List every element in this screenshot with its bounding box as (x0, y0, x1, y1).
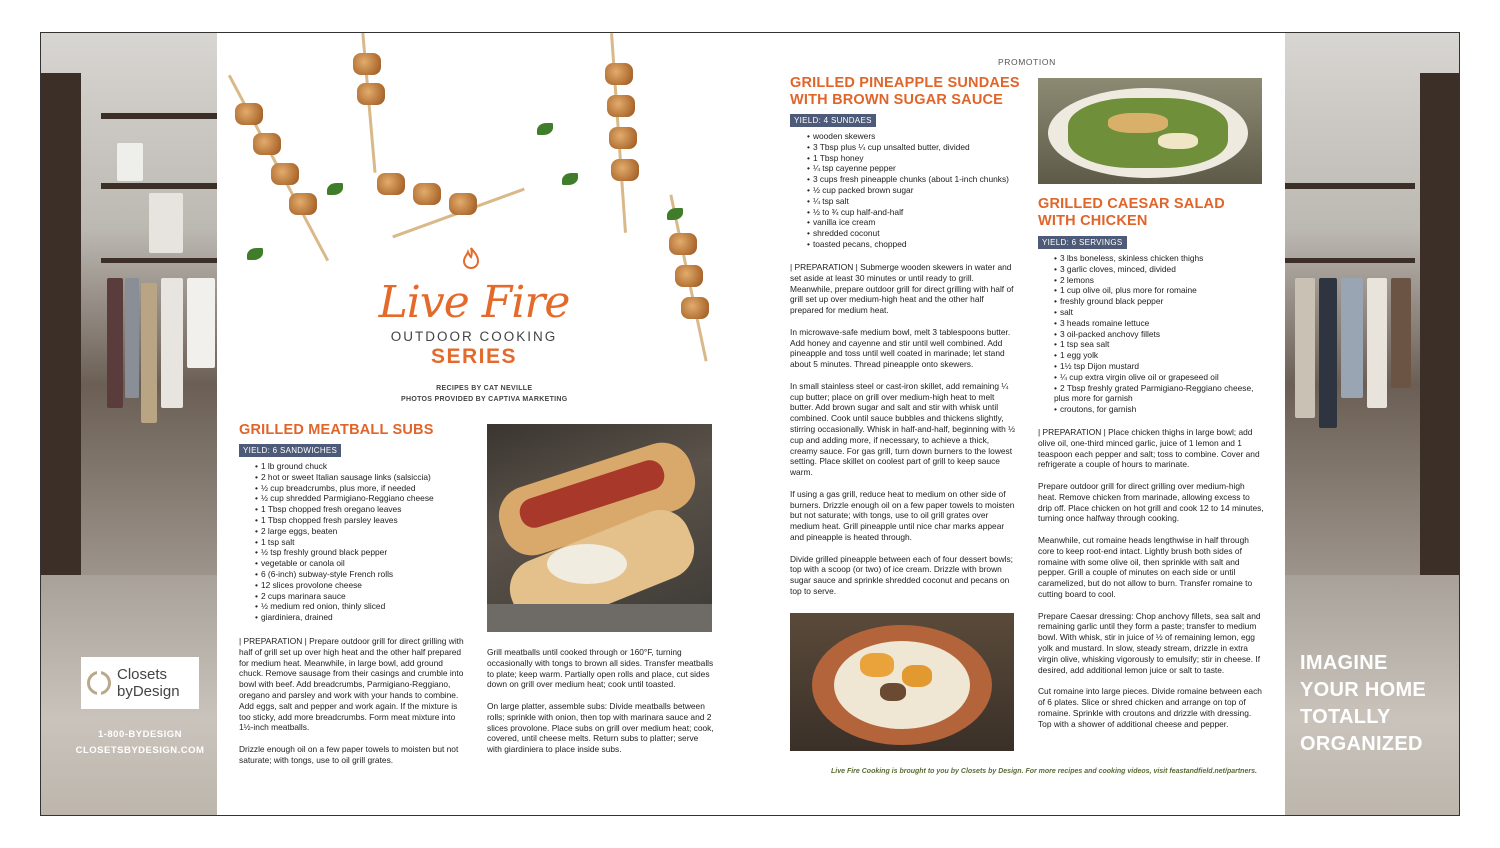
closet-shelf (101, 183, 217, 189)
ingredient-item: • wooden skewers (807, 131, 1047, 142)
ingredient-item: • 3 cups fresh pineapple chunks (about 1-inch chunks) (807, 174, 1047, 185)
preparation-paragraph: | PREPARATION | Place chicken thighs in large bowl; add olive oil, one-third minced garlic, juice of 1 lemon and 1 teaspoon each pepper and salt; toss to combine. Cover and refrigerate a couple of hours to marinate. (1038, 427, 1260, 470)
closet-shelf (101, 113, 217, 119)
hanging-clothes (125, 278, 139, 398)
closet-cabinet (1420, 73, 1460, 653)
ingredient-item: • 1 Tbsp honey (807, 153, 1047, 164)
ingredient-item: • 3 oil-packed anchovy fillets (1054, 329, 1264, 340)
hanging-clothes (1367, 278, 1387, 408)
pineapple-sundae-photo (790, 613, 1014, 751)
caesar-salad-photo (1038, 78, 1262, 184)
yield-badge: YIELD: 4 SUNDAES (790, 114, 876, 127)
parsley-leaf (327, 183, 343, 195)
promotion-label: PROMOTION (998, 57, 1056, 67)
ingredient-item: • vegetable or canola oil (255, 558, 491, 569)
ingredient-item: • ½ to ¾ cup half-and-half (807, 207, 1047, 218)
ingredient-item: • 1 Tbsp chopped fresh parsley leaves (255, 515, 491, 526)
recipe-title-line1: GRILLED CAESAR SALAD (1038, 196, 1225, 212)
ingredient-item: • 1 tsp sea salt (1054, 339, 1264, 350)
preparation-text-continued (487, 647, 715, 766)
closet-shelf (1285, 183, 1415, 189)
preparation-text (239, 636, 467, 776)
ingredient-item: • 3 Tbsp plus ¼ cup unsalted butter, divided (807, 142, 1047, 153)
storage-box (117, 143, 143, 181)
preparation-paragraph: Prepare outdoor grill for direct grilling over medium-high heat. Remove chicken from marinade, allowing excess to drip off. Place chicken on hot grill and cook 12 to 14 minutes, turning once halfway through cooking. (1038, 480, 1264, 524)
yield-badge: YIELD: 6 SANDWICHES (239, 444, 341, 457)
logo-line1: Closets (117, 666, 168, 683)
ingredient-item: • 6 (6-inch) subway-style French rolls (255, 569, 491, 580)
preparation-paragraph: Prepare Caesar dressing: Chop anchovy fillets, sea salt and remaining garlic until they form a paste; transfer to medium bowl. With whisk, stir in juice of ½ of remaining lemon, egg yolk and mustard. In slow, steady stream, drizzle in extra virgin olive, whisking vigorously to emulsify; stir in cheese. If desired, add additional lemon juice or salt to taste. (1038, 610, 1261, 675)
ingredient-item: • 1 tsp salt (255, 537, 491, 548)
series-logo-subtitle: OUTDOOR COOKING (390, 329, 558, 344)
footer-credit: Live Fire Cooking is brought to you by Closets by Design. For more recipes and cooking videos, visit feastandfield.net/partners. (831, 768, 1257, 775)
ingredient-item: • 1 egg yolk (1054, 350, 1264, 361)
magazine-spread (40, 32, 1460, 816)
hanging-clothes (161, 278, 183, 408)
ingredient-item: • croutons, for garnish (1054, 404, 1264, 415)
ingredient-item: • ½ tsp freshly ground black pepper (255, 547, 491, 558)
storage-box (149, 193, 183, 253)
preparation-paragraph: Drizzle enough oil on a few paper towels to moisten but not saturate; with tongs, use to oil grill grates. (239, 743, 459, 765)
ingredient-item: • ¼ tsp cayenne pepper (807, 163, 1047, 174)
ingredient-list (807, 131, 1047, 250)
ingredient-item: • 3 heads romaine lettuce (1054, 318, 1264, 329)
recipe-title-line1: GRILLED PINEAPPLE SUNDAES (790, 75, 1020, 91)
ingredient-item: • 2 cups marinara sauce (255, 591, 491, 602)
recipes-credit: RECIPES BY CAT NEVILLE (436, 385, 533, 392)
ingredient-item: • ½ medium red onion, thinly sliced (255, 601, 491, 612)
closet-cabinet (41, 73, 81, 653)
preparation-paragraph: Cut romaine into large pieces. Divide romaine between each of 6 plates. Slice or shred chicken and arrange on top of romaine. Sprinkle with croutons and drizzle with dressing. Top with a shower of additional cheese and pepper. (1038, 686, 1262, 729)
ingredient-list (255, 461, 491, 623)
closet-shelf (1285, 258, 1415, 263)
hanging-clothes (1295, 278, 1315, 418)
hanging-clothes (187, 278, 215, 368)
ingredient-item: • 3 lbs boneless, skinless chicken thighs (1054, 253, 1264, 264)
ingredient-item: • ½ cup packed brown sugar (807, 185, 1047, 196)
hanging-clothes (1391, 278, 1411, 388)
recipe-title (790, 75, 1020, 109)
tagline-line: ORGANIZED (1300, 733, 1423, 755)
ingredient-item: • 12 slices provolone cheese (255, 580, 491, 591)
ingredient-item: • ½ cup shredded Parmigiano-Reggiano cheese (255, 493, 491, 504)
preparation-paragraph: Divide grilled pineapple between each of four dessert bowls; top with a scoop (or two) of ice cream. Drizzle with brown sugar sauce and sprinkle shredded coconut and pecans on top to serve. (790, 553, 1014, 596)
preparation-paragraph: In small stainless steel or cast-iron skillet, add remaining ¼ cup butter; place on grill over medium-high heat to melt butter. Add brown sugar and salt and stir with whisk until combined. Cook until sauce bubbles and thickens slightly, stirring occasionally. Whisk in half-and-half, beginning with ½ cup and adding more, if necessary, to achieve a thick, creamy sauce. For gas grill, turn down burners to the lowest setting. Place skillet on coolest part of grill to keep sauce warm. (790, 380, 1016, 478)
tagline-line: YOUR HOME (1300, 679, 1427, 701)
page-right (751, 33, 1285, 815)
yield-badge: YIELD: 6 SERVINGS (1038, 236, 1127, 249)
meatball-sub-photo (487, 424, 712, 632)
parsley-leaf (247, 248, 263, 260)
page-left (217, 33, 751, 815)
series-logo-word: SERIES (430, 345, 518, 368)
recipe-title-line2: WITH CHICKEN (1038, 213, 1148, 229)
ingredient-item: • 1 Tbsp chopped fresh oregano leaves (255, 504, 491, 515)
ad-tagline (1300, 650, 1426, 758)
ingredient-list (1054, 253, 1264, 415)
series-logo-title: Live Fire (378, 277, 570, 328)
closet-shelf (101, 258, 217, 263)
ingredient-item: • 1 lb ground chuck (255, 461, 491, 472)
ingredient-item: • ¼ tsp salt (807, 196, 1047, 207)
credits (401, 383, 568, 405)
flame-icon (462, 247, 480, 269)
preparation-paragraph: On large platter, assemble subs: Divide meatballs between rolls; sprinkle with onion, then top with marinara sauce and 2 slices provolone. Place subs on grill over medium heat; cook, covered, until cheese melts. Return subs to platter; serve with giardiniera to place inside subs. (487, 700, 714, 755)
recipe-title (1038, 196, 1225, 230)
parsley-leaf (667, 208, 683, 220)
tagline-line: IMAGINE (1300, 652, 1388, 674)
ingredient-item: • salt (1054, 307, 1264, 318)
hanging-clothes (141, 283, 157, 423)
preparation-paragraph: Grill meatballs until cooked through or 160°F, turning occasionally with tongs to brown all sides. Transfer meatballs to plate; keep warm. Partially open rolls and place, cut sides down on grill over medium heat; cook until toasted. (487, 647, 714, 690)
ingredient-item: • 2 Tbsp freshly grated Parmigiano-Reggiano cheese, plus more for garnish (1054, 383, 1264, 405)
photos-credit: PHOTOS PROVIDED BY CAPTIVA MARKETING (401, 396, 568, 403)
preparation-text (790, 262, 1016, 608)
ad-contact (65, 727, 215, 759)
hanging-clothes (107, 278, 123, 408)
preparation-paragraph: | PREPARATION | Submerge wooden skewers in water and set aside at least 30 minutes or until ready to grill. Meanwhile, prepare outdoor grill for direct grilling with half of grill set up over medium-high heat and the other half prepared for medium heat. (790, 262, 1014, 316)
preparation-paragraph: In microwave-safe medium bowl, melt 3 tablespoons butter. Add honey and cayenne and stir until well combined. Add pineapple and toss until well coated in marinade; let stand about 5 minutes. Thread pineapple onto skewers. (790, 326, 1011, 370)
preparation-paragraph: If using a gas grill, reduce heat to medium on other side of burners. Drizzle enough oil on a few paper towels to moisten but not saturate; with tongs, use to oil grill grates over medium heat. Grill pineapple until nice char marks appear and pineapple is heated through. (790, 488, 1015, 542)
logo-line2: byDesign (117, 683, 180, 700)
preparation-paragraph: | PREPARATION | Prepare outdoor grill for direct grilling with half of grill set up over high heat and the other half prepared for medium heat. Meanwhile, in large bowl, add ground chuck. Remove sausage from their casings and crumble into bowl with beef. Add breadcrumbs, Parmigiano-Reggiano, oregano and parsley and work with your hands to combine. Add eggs, salt and pepper and work again. If the mixture is too sticky, add more breadcrumbs. Form meat mixture into 1½-inch meatballs. (239, 636, 464, 733)
ingredient-item: • 2 large eggs, beaten (255, 526, 491, 537)
recipe-title: GRILLED MEATBALL SUBS (239, 422, 434, 438)
recipe-title-line2: WITH BROWN SUGAR SAUCE (790, 92, 1004, 108)
preparation-paragraph: Meanwhile, cut romaine heads lengthwise in half through core to keep root-end intact. Lightly brush both sides of romaine with some olive oil, then sprinkle with salt and pepper. Grill a couple of minutes on each side or until caramelized, but do not allow to burn. Transfer romaine to cutting board to cool. (1038, 534, 1253, 599)
ingredient-item: • toasted pecans, chopped (807, 239, 1047, 250)
parsley-leaf (537, 123, 553, 135)
hanging-clothes (1319, 278, 1337, 428)
ingredient-item: • shredded coconut (807, 228, 1047, 239)
preparation-text (1038, 427, 1264, 740)
ingredient-item: • ¼ cup extra virgin olive oil or grapeseed oil (1054, 372, 1264, 383)
ingredient-item: • freshly ground black pepper (1054, 296, 1264, 307)
ingredient-item: • ½ cup breadcrumbs, plus more, if needed (255, 483, 491, 494)
ingredient-item: • 1½ tsp Dijon mustard (1054, 361, 1264, 372)
ingredient-item: • 2 hot or sweet Italian sausage links (salsiccia) (255, 472, 491, 483)
ingredient-item: • vanilla ice cream (807, 217, 1047, 228)
ad-phone: 1-800-BYDESIGN (97, 729, 183, 740)
cd-logo-icon (87, 671, 111, 695)
ingredient-item: • 3 garlic cloves, minced, divided (1054, 264, 1264, 275)
ingredient-item: • 1 cup olive oil, plus more for romaine (1054, 285, 1264, 296)
ingredient-item: • 2 lemons (1054, 275, 1264, 286)
tagline-line: TOTALLY (1300, 706, 1391, 728)
hanging-clothes (1341, 278, 1363, 398)
closets-by-design-logo (81, 657, 199, 709)
parsley-leaf (562, 173, 578, 185)
ad-website: CLOSETSBYDESIGN.COM (75, 745, 205, 756)
ingredient-item: • giardiniera, drained (255, 612, 491, 623)
